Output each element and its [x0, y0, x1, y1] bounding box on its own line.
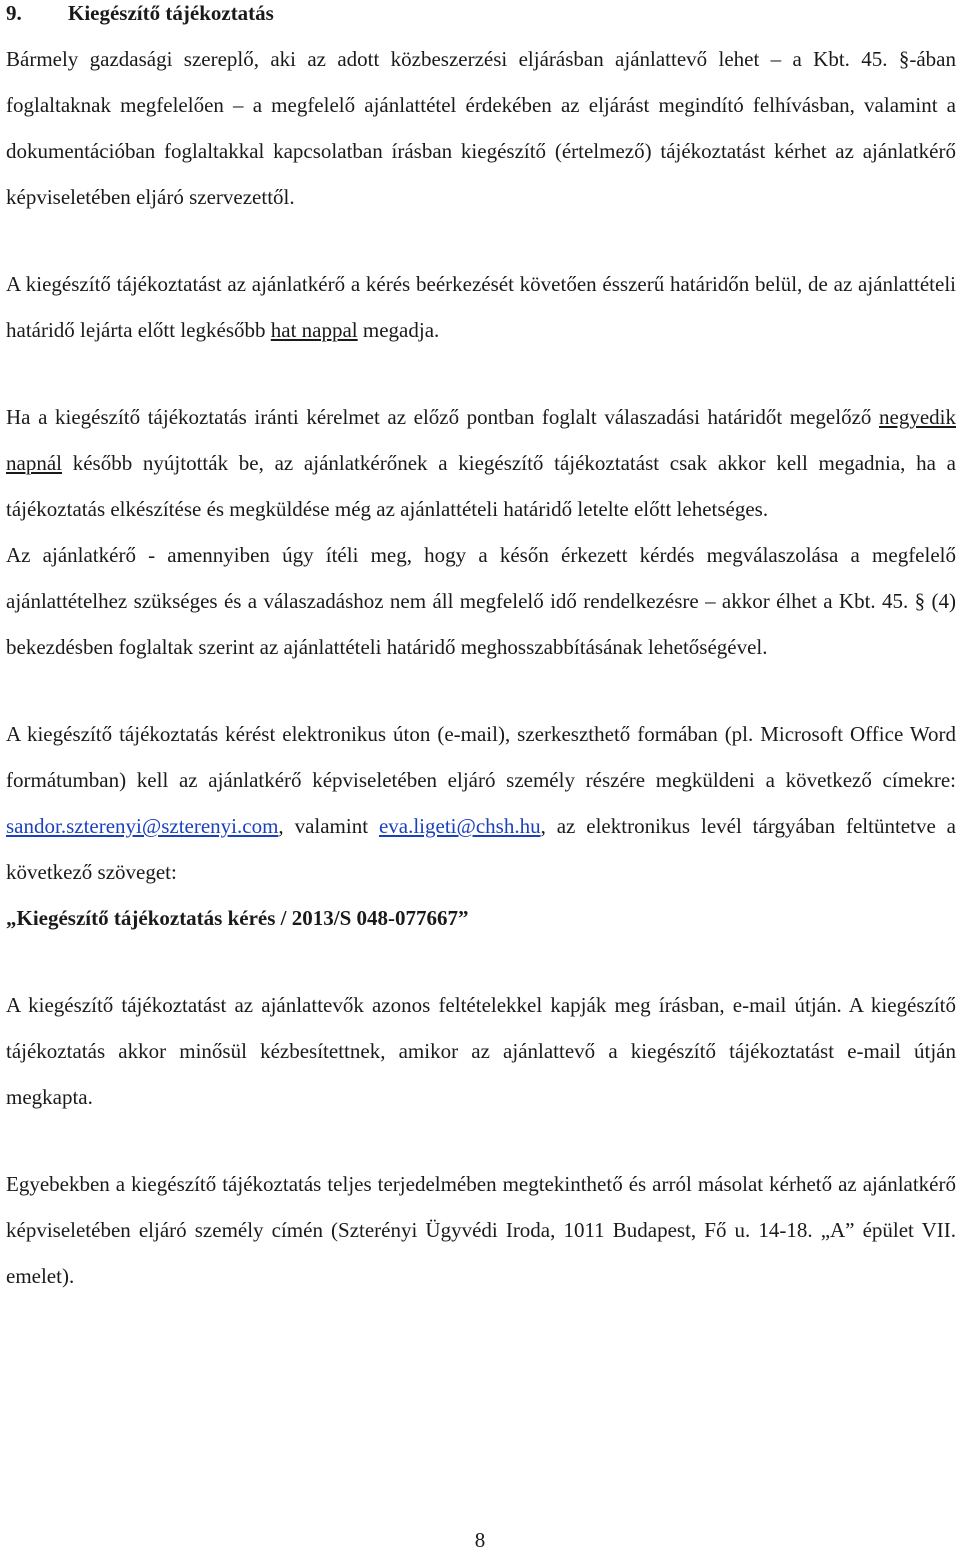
section-number: 9. [6, 1, 22, 25]
section-heading [6, 0, 956, 26]
paragraph-email-submission [6, 711, 956, 941]
paragraph-request-right: Bármely gazdasági szereplő, aki az adott közbeszerzési eljárásban ajánlattevő lehet – a Kbt. 45. §-ában foglaltaknak megfelelően – a megfelelő ajánlattétel érdekében az eljárást megindító felhívásban, valamint a dokumentációban foglaltakkal kapcsolatban írásban kiegészítő (értelmező) tájékoztatást kérhet az ajánlatkérő képviseletében eljáró szervezettől. [6, 47, 956, 209]
page-number: 8 [474, 1528, 486, 1552]
underlined-day: negyedik napnál [6, 405, 956, 475]
text-segment: A kiegészítő tájékoztatás kérést elektronikus úton (e-mail), szerkeszthető formában (pl. Microsoft Office Word formátumban) kell az ajánlatkérő képviseletében eljáró személy részére megküldeni a következő címekre: [6, 722, 956, 792]
text-segment: Ha a kiegészítő tájékoztatás iránti kérelmet az előző pontban foglalt válaszadási határidőt megelőző [6, 405, 880, 429]
paragraph-delivery: A kiegészítő tájékoztatást az ajánlattevők azonos feltételekkel kapják meg írásban, e-mail útján. A kiegészítő tájékoztatás akkor minősül kézbesítettnek, amikor az ajánlattevő a kiegészítő tájékoztatást e-mail útján megkapta. [6, 993, 956, 1109]
text-segment: , valamint [278, 814, 379, 838]
text-segment: , az elektronikus levél tárgyában feltüntetve a következő szöveget: [6, 814, 956, 884]
text-segment: megadja. [357, 318, 440, 342]
email-link-ligeti[interactable]: eva.ligeti@chsh.hu [378, 814, 541, 838]
paragraph-late-request [6, 394, 956, 532]
underlined-deadline: hat nappal [270, 318, 358, 342]
section-title: Kiegészítő tájékoztatás [68, 1, 274, 25]
paragraph-response-deadline [6, 261, 956, 353]
email-link-szterenyi[interactable]: sandor.szterenyi@szterenyi.com [6, 814, 279, 838]
text-segment: később nyújtották be, az ajánlatkérőnek a kiegészítő tájékoztatást csak akkor kell megadnia, ha a tájékoztatás elkészítése és megküldése még az ajánlattételi határidő letelte előtt lehetséges. [6, 451, 956, 521]
email-subject-text: „Kiegészítő tájékoztatás kérés / 2013/S 048-077667” [6, 906, 469, 930]
paragraph-inspection: Egyebekben a kiegészítő tájékoztatás teljes terjedelmében megtekinthető és arról másolat kérhető az ajánlatkérő képviseletében eljáró személy címén (Szterényi Ügyvédi Iroda, 1011 Budapest, Fő u. 14-18. „A” épület VII. emelet). [6, 1172, 956, 1288]
document-page [6, 0, 956, 1299]
paragraph-deadline-extension: Az ajánlatkérő - amennyiben úgy ítéli meg, hogy a későn érkezett kérdés megválaszolása a megfelelő ajánlattételhez szükséges és a válaszadáshoz nem áll megfelelő idő rendelkezésre – akkor élhet a Kbt. 45. § (4) bekezdésben foglaltak szerint az ajánlattételi határidő meghosszabbításának lehetőségével. [6, 543, 956, 659]
text-segment: A kiegészítő tájékoztatást az ajánlatkérő a kérés beérkezését követően ésszerű határidőn belül, de az ajánlattételi határidő lejárta előtt legkésőbb [6, 272, 956, 342]
